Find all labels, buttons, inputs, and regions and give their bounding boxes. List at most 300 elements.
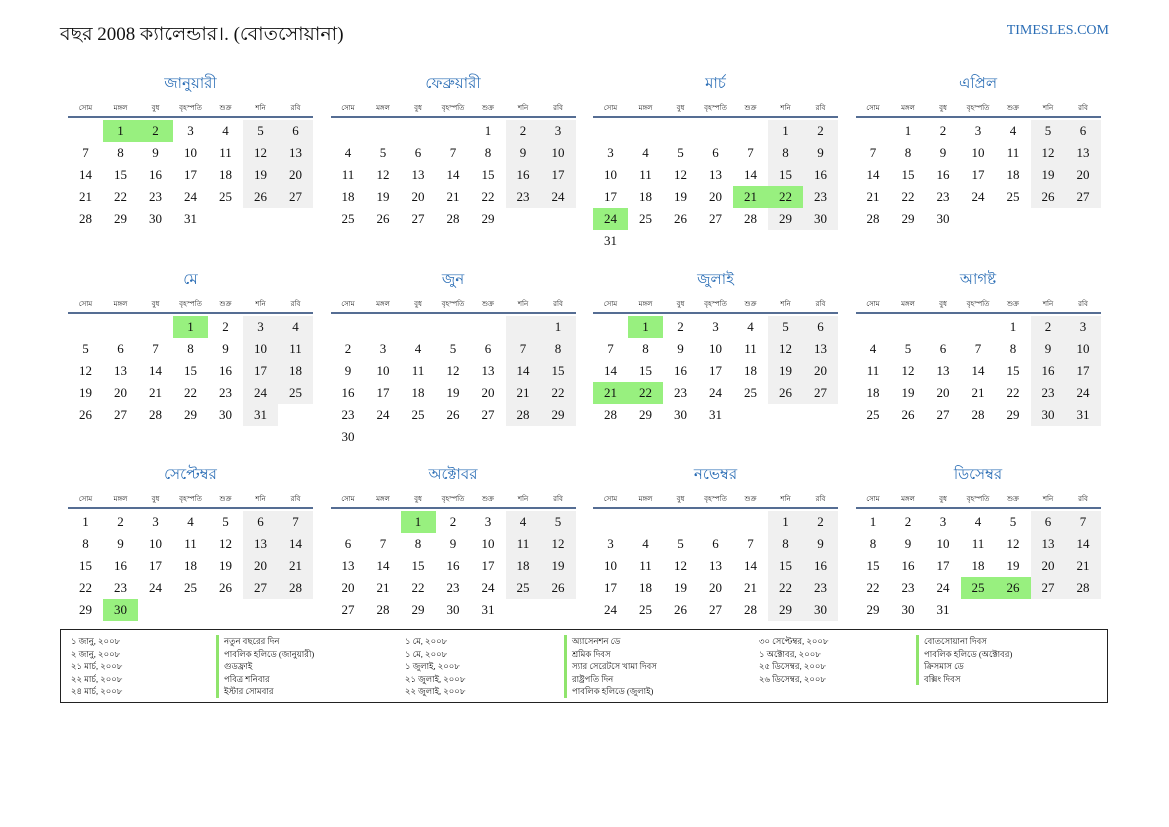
day-cell: 28 <box>866 211 880 226</box>
weekday-label: রবি <box>553 300 563 308</box>
weekday-label: বুধ <box>414 104 422 112</box>
empty-cell <box>663 120 698 142</box>
holiday-name: গুডফ্রাই <box>224 661 253 671</box>
day-cell: 8 <box>414 536 422 551</box>
empty-cell <box>331 316 366 338</box>
day-cell: 25 <box>341 211 355 226</box>
weekday-label: বৃহস্পতি <box>704 495 727 503</box>
day-cell: 13 <box>709 558 722 573</box>
weekday-label: বুধ <box>676 495 685 503</box>
month-name: জানুয়ারী <box>164 76 217 92</box>
day-cell: 20 <box>411 189 425 204</box>
month-calendar <box>856 465 1101 621</box>
day-cell: 18 <box>411 385 425 400</box>
day-cell: 17 <box>971 167 985 182</box>
day-cell: 29 <box>901 211 915 226</box>
weekday-label: শুক্র <box>744 495 757 503</box>
weekday-label: রবি <box>1078 495 1088 503</box>
day-cell: 13 <box>936 363 950 378</box>
weekday-label: মঙ্গল <box>638 495 653 503</box>
day-cell: 7 <box>974 341 982 356</box>
day-cell: 20 <box>278 164 313 186</box>
weekday-label: বৃহস্পতি <box>441 495 465 503</box>
day-cell: 26 <box>674 602 687 617</box>
holiday-name: অ্যাসেনশন ডে <box>572 636 621 646</box>
day-cell: 25 <box>1006 189 1020 204</box>
weekday-label: বৃহস্পতি <box>441 104 465 112</box>
day-cell: 25 <box>744 385 757 400</box>
weekday-label: বৃহস্পতি <box>179 300 202 308</box>
day-cell: 29 <box>768 208 803 230</box>
day-cell: 22 <box>1006 385 1020 400</box>
day-cell: 7 <box>607 341 614 356</box>
weekday-label: শনি <box>780 300 791 308</box>
weekday-label: সোম <box>341 300 355 308</box>
day-cell: 12 <box>243 142 278 164</box>
day-cell: 18 <box>866 385 880 400</box>
day-cell: 16 <box>936 167 950 182</box>
day-cell: 19 <box>1031 164 1066 186</box>
empty-cell <box>733 511 768 533</box>
day-cell: 11 <box>184 536 197 551</box>
empty-cell <box>593 316 628 338</box>
day-cell: 6 <box>117 341 124 356</box>
day-cell: 5 <box>1031 120 1066 142</box>
holiday-date: ১ মে, ২০০৮ <box>405 636 448 646</box>
day-cell: 13 <box>278 142 313 164</box>
holiday-name: ক্রিসমাস ডে <box>924 661 964 671</box>
weekday-label: শুক্র <box>219 495 232 503</box>
day-cell: 31 <box>184 211 197 226</box>
empty-cell <box>331 120 366 142</box>
day-cell: 15 <box>541 360 576 382</box>
day-cell: 7 <box>747 536 754 551</box>
day-cell: 22 <box>768 577 803 599</box>
day-cell: 24 <box>376 407 390 422</box>
day-cell: 27 <box>243 577 278 599</box>
weekday-label: মঙ্গল <box>901 495 915 503</box>
day-cell: 10 <box>376 363 390 378</box>
month-calendar <box>856 74 1101 230</box>
holiday-date: ২ জানু, ২০০৮ <box>71 648 121 659</box>
day-cell: 15 <box>639 363 652 378</box>
holiday-day-cell: 21 <box>593 382 628 404</box>
day-cell: 7 <box>506 338 541 360</box>
day-cell: 15 <box>768 164 803 186</box>
holiday-date: ২১ জুলাই, ২০০৮ <box>405 673 466 684</box>
day-cell: 16 <box>114 558 127 573</box>
day-cell: 28 <box>744 602 757 617</box>
holiday-date: ২২ জুলাই, ২০০৮ <box>405 686 466 696</box>
day-cell: 4 <box>344 145 352 160</box>
day-cell: 23 <box>114 580 127 595</box>
day-cell: 19 <box>219 558 232 573</box>
weekday-label: মঙ্গল <box>901 104 915 112</box>
day-cell: 12 <box>1031 142 1066 164</box>
holiday-day-cell: 22 <box>768 186 803 208</box>
day-cell: 5 <box>677 145 684 160</box>
day-cell: 26 <box>376 211 390 226</box>
day-cell: 7 <box>82 145 89 160</box>
day-cell: 23 <box>506 186 541 208</box>
day-cell: 24 <box>1066 382 1101 404</box>
day-cell: 19 <box>541 555 576 577</box>
day-cell: 14 <box>446 167 460 182</box>
empty-cell <box>593 120 628 142</box>
day-cell: 9 <box>222 341 229 356</box>
holiday-day-cell: 25 <box>961 577 996 599</box>
holiday-day-cell: 24 <box>593 208 628 230</box>
day-cell: 16 <box>341 385 355 400</box>
day-cell: 27 <box>1066 186 1101 208</box>
holiday-day-cell: 26 <box>996 577 1031 599</box>
day-cell: 7 <box>278 511 313 533</box>
day-cell: 25 <box>219 189 232 204</box>
day-cell: 12 <box>446 363 460 378</box>
day-cell: 4 <box>747 319 754 334</box>
day-cell: 26 <box>219 580 232 595</box>
day-cell: 16 <box>506 164 541 186</box>
day-cell: 24 <box>971 189 985 204</box>
day-cell: 30 <box>149 211 162 226</box>
day-cell: 17 <box>243 360 278 382</box>
day-cell: 25 <box>639 211 652 226</box>
month-name: নভেম্বর <box>693 467 738 483</box>
weekday-label: বুধ <box>151 300 160 308</box>
weekday-label: রবি <box>290 300 301 308</box>
day-cell: 21 <box>1066 555 1101 577</box>
empty-cell <box>366 511 401 533</box>
day-cell: 20 <box>114 385 127 400</box>
day-cell: 12 <box>1006 536 1020 551</box>
weekday-label: শনি <box>255 495 266 503</box>
day-cell: 6 <box>803 316 838 338</box>
weekday-label: সোম <box>866 104 880 112</box>
weekday-label: শনি <box>517 495 529 503</box>
day-cell: 20 <box>1066 164 1101 186</box>
day-cell: 3 <box>607 536 614 551</box>
day-cell: 1 <box>541 316 576 338</box>
day-cell: 14 <box>79 167 92 182</box>
month-name: সেপ্টেম্বর <box>164 467 217 483</box>
holiday-name: পাবলিক হলিডে (জানুয়ারী) <box>224 648 315 659</box>
weekday-label: শুক্র <box>1007 300 1019 308</box>
day-cell: 8 <box>869 536 877 551</box>
day-cell: 2 <box>449 514 457 529</box>
weekday-label: শনি <box>780 104 791 112</box>
empty-cell <box>401 316 436 338</box>
day-cell: 23 <box>341 407 355 422</box>
weekday-label: বুধ <box>939 300 947 308</box>
day-cell: 26 <box>541 577 576 599</box>
day-cell: 27 <box>936 407 950 422</box>
day-cell: 31 <box>243 404 278 426</box>
day-cell: 10 <box>604 167 617 182</box>
day-cell: 26 <box>1031 186 1066 208</box>
holiday-date: ১ মে, ২০০৮ <box>405 648 448 659</box>
day-cell: 24 <box>604 602 617 617</box>
day-cell: 2 <box>904 514 912 529</box>
day-cell: 17 <box>149 558 162 573</box>
day-cell: 13 <box>411 167 425 182</box>
weekday-header <box>68 296 313 314</box>
day-cell: 2 <box>803 511 838 533</box>
holiday-name: স্যার সেরেটসে খামা দিবস <box>572 661 657 671</box>
day-cell: 1 <box>484 123 492 138</box>
day-cell: 29 <box>1006 407 1020 422</box>
holiday-name: রাষ্ট্রপতি দিন <box>572 673 614 684</box>
day-cell: 10 <box>971 145 985 160</box>
day-cell: 22 <box>411 580 425 595</box>
day-cell: 21 <box>446 189 460 204</box>
day-cell: 5 <box>768 316 803 338</box>
holiday-date: ১ জুলাই, ২০০৮ <box>405 661 460 671</box>
day-cell: 30 <box>341 429 355 444</box>
day-cell: 29 <box>184 407 197 422</box>
day-cell: 22 <box>901 189 915 204</box>
day-cell: 19 <box>674 580 687 595</box>
weekday-header <box>593 491 838 509</box>
day-cell: 6 <box>243 511 278 533</box>
day-cell: 23 <box>219 385 232 400</box>
day-cell: 29 <box>768 599 803 621</box>
weekday-label: রবি <box>1078 104 1088 112</box>
weekday-label: মঙ্গল <box>376 104 390 112</box>
legend-names-3 <box>916 635 1012 685</box>
day-cell: 18 <box>278 360 313 382</box>
day-cell: 1 <box>869 514 877 529</box>
day-cell: 8 <box>541 338 576 360</box>
day-cell: 2 <box>222 319 229 334</box>
holiday-day-cell: 1 <box>401 511 436 533</box>
weekday-label: বৃহস্পতি <box>704 300 727 308</box>
day-grid <box>856 120 1101 230</box>
empty-cell <box>856 120 891 142</box>
day-cell: 18 <box>971 558 985 573</box>
day-cell: 12 <box>901 363 915 378</box>
day-grid <box>593 120 838 252</box>
holiday-date: ২৬ ডিসেম্বর, ২০০৮ <box>759 673 826 684</box>
weekday-label: বুধ <box>151 104 160 112</box>
empty-cell <box>68 316 103 338</box>
day-cell: 14 <box>278 533 313 555</box>
empty-cell <box>331 511 366 533</box>
day-cell: 18 <box>341 189 355 204</box>
day-cell: 28 <box>278 577 313 599</box>
weekday-label: শনি <box>517 104 529 112</box>
day-cell: 14 <box>1066 533 1101 555</box>
day-cell: 18 <box>1006 167 1020 182</box>
day-cell: 7 <box>869 145 877 160</box>
month-calendar <box>856 270 1101 426</box>
day-cell: 14 <box>604 363 617 378</box>
day-cell: 27 <box>278 186 313 208</box>
day-cell: 8 <box>484 145 492 160</box>
empty-cell <box>926 316 961 338</box>
day-cell: 4 <box>414 341 422 356</box>
day-cell: 21 <box>866 189 880 204</box>
weekday-header <box>856 296 1101 314</box>
day-cell: 5 <box>904 341 912 356</box>
holiday-date: ২৫ ডিসেম্বর, ২০০৮ <box>759 661 826 671</box>
day-cell: 3 <box>379 341 387 356</box>
legend-dates-3 <box>759 635 828 685</box>
weekday-label: মঙ্গল <box>901 300 915 308</box>
day-cell: 11 <box>219 145 232 160</box>
weekday-label: সোম <box>603 104 618 112</box>
day-cell: 6 <box>344 536 352 551</box>
holiday-name: বক্সিং দিবস <box>924 673 961 684</box>
day-cell: 11 <box>971 536 985 551</box>
legend-dates-1 <box>71 635 122 698</box>
day-cell: 3 <box>1066 316 1101 338</box>
holiday-name: পাবলিক হলিডে (অক্টোবর) <box>924 648 1013 659</box>
day-cell: 4 <box>974 514 982 529</box>
day-cell: 2 <box>506 120 541 142</box>
day-grid <box>68 120 313 230</box>
day-cell: 8 <box>642 341 649 356</box>
day-cell: 29 <box>79 602 92 617</box>
day-cell: 2 <box>677 319 684 334</box>
day-cell: 26 <box>243 186 278 208</box>
weekday-header <box>68 100 313 118</box>
month-calendar <box>593 74 838 252</box>
day-cell: 31 <box>1066 404 1101 426</box>
day-cell: 11 <box>411 363 425 378</box>
day-cell: 20 <box>803 360 838 382</box>
weekday-label: শনি <box>780 495 791 503</box>
day-cell: 2 <box>803 120 838 142</box>
month-name: জুলাই <box>697 272 734 288</box>
day-cell: 5 <box>243 120 278 142</box>
day-cell: 22 <box>866 580 880 595</box>
day-cell: 12 <box>376 167 390 182</box>
empty-cell <box>856 316 891 338</box>
day-cell: 9 <box>152 145 159 160</box>
day-cell: 28 <box>446 211 460 226</box>
legend-dates-2 <box>405 635 465 698</box>
day-cell: 20 <box>1031 555 1066 577</box>
page-title: বছর 2008 ক্যালেন্ডার।. (বোতসোয়ানা) <box>60 24 344 45</box>
day-cell: 7 <box>449 145 457 160</box>
day-cell: 16 <box>1031 360 1066 382</box>
empty-cell <box>366 120 401 142</box>
day-cell: 2 <box>1031 316 1066 338</box>
month-name: জুন <box>441 272 465 288</box>
day-cell: 10 <box>243 338 278 360</box>
month-calendar <box>68 465 313 621</box>
day-cell: 10 <box>481 536 495 551</box>
weekday-label: সোম <box>866 495 880 503</box>
day-grid <box>68 316 313 426</box>
weekday-label: শনি <box>517 300 529 308</box>
day-cell: 14 <box>866 167 880 182</box>
day-cell: 29 <box>639 407 652 422</box>
day-cell: 22 <box>541 382 576 404</box>
day-cell: 2 <box>939 123 947 138</box>
day-cell: 9 <box>803 533 838 555</box>
weekday-header <box>331 491 576 509</box>
day-cell: 14 <box>149 363 162 378</box>
day-cell: 8 <box>768 142 803 164</box>
holiday-day-cell: 1 <box>103 120 138 142</box>
day-cell: 25 <box>278 382 313 404</box>
day-cell: 20 <box>709 580 722 595</box>
day-cell: 8 <box>82 536 89 551</box>
weekday-label: শনি <box>1042 495 1054 503</box>
weekday-label: বুধ <box>676 104 685 112</box>
day-cell: 15 <box>79 558 92 573</box>
weekday-label: বুধ <box>676 300 685 308</box>
weekday-label: সোম <box>78 495 93 503</box>
month-name: ফেব্রুয়ারী <box>425 76 481 92</box>
day-cell: 6 <box>484 341 492 356</box>
holiday-day-cell: 1 <box>628 316 663 338</box>
day-cell: 24 <box>184 189 197 204</box>
day-cell: 11 <box>341 167 355 182</box>
weekday-label: রবি <box>815 495 826 503</box>
weekday-header <box>593 100 838 118</box>
day-cell: 25 <box>639 602 652 617</box>
empty-cell <box>663 511 698 533</box>
day-cell: 9 <box>677 341 684 356</box>
day-cell: 28 <box>744 211 757 226</box>
site-link[interactable]: TIMESLES.COM <box>1006 23 1109 38</box>
day-cell: 24 <box>936 580 950 595</box>
day-cell: 25 <box>411 407 425 422</box>
weekday-label: সোম <box>341 495 355 503</box>
day-cell: 3 <box>712 319 719 334</box>
day-cell: 29 <box>541 404 576 426</box>
day-cell: 4 <box>506 511 541 533</box>
day-cell: 11 <box>1006 145 1020 160</box>
day-cell: 12 <box>674 167 687 182</box>
day-grid <box>331 511 576 621</box>
weekday-label: শুক্র <box>1007 104 1019 112</box>
day-cell: 4 <box>642 536 649 551</box>
day-cell: 30 <box>219 407 232 422</box>
day-cell: 9 <box>344 363 352 378</box>
day-cell: 1 <box>82 514 89 529</box>
day-cell: 17 <box>936 558 950 573</box>
day-cell: 13 <box>243 533 278 555</box>
day-cell: 17 <box>1066 360 1101 382</box>
day-cell: 9 <box>117 536 124 551</box>
day-cell: 31 <box>709 407 722 422</box>
holiday-day-cell: 1 <box>173 316 208 338</box>
day-cell: 10 <box>541 142 576 164</box>
day-cell: 26 <box>446 407 460 422</box>
day-cell: 27 <box>341 602 355 617</box>
day-cell: 27 <box>803 382 838 404</box>
day-cell: 19 <box>674 189 687 204</box>
day-cell: 19 <box>768 360 803 382</box>
empty-cell <box>593 511 628 533</box>
day-cell: 16 <box>149 167 162 182</box>
day-cell: 5 <box>541 511 576 533</box>
weekday-label: সোম <box>603 300 618 308</box>
day-cell: 22 <box>114 189 127 204</box>
day-cell: 30 <box>674 407 687 422</box>
day-cell: 21 <box>149 385 162 400</box>
day-cell: 29 <box>114 211 127 226</box>
day-cell: 30 <box>803 599 838 621</box>
day-cell: 5 <box>1009 514 1017 529</box>
day-cell: 7 <box>379 536 387 551</box>
day-cell: 15 <box>1006 363 1020 378</box>
day-cell: 17 <box>541 164 576 186</box>
day-cell: 10 <box>1066 338 1101 360</box>
